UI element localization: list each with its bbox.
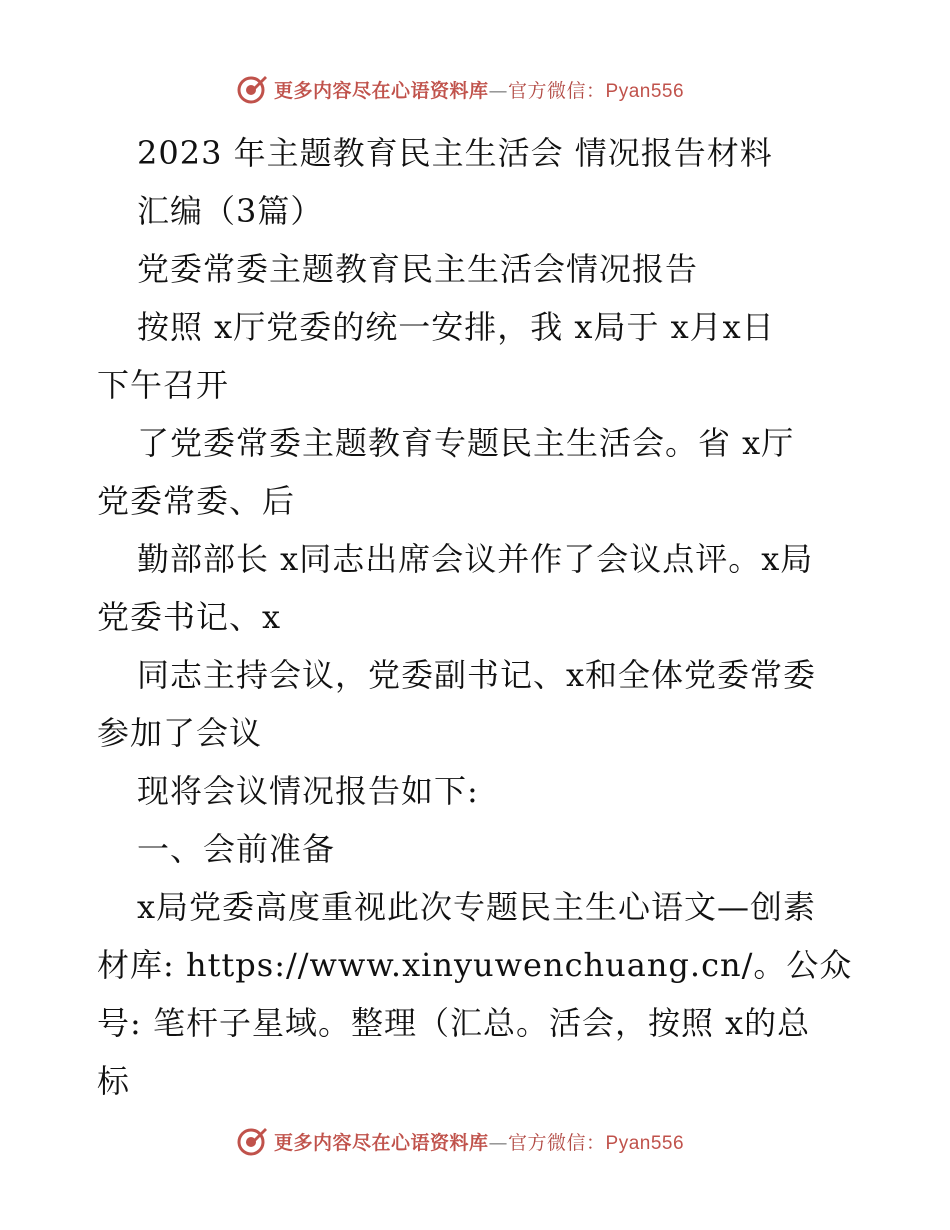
banner-text (274, 76, 684, 103)
paragraph-line: 下午召开 (97, 366, 230, 404)
document-body (97, 124, 857, 1110)
banner-dash: — (488, 79, 509, 102)
quill-logo-icon (236, 73, 268, 105)
paragraph-line: 号: 笔杆子星域。整理（汇总。活会，按照 x的总 (97, 1004, 811, 1042)
banner-dash: — (488, 1131, 509, 1154)
paragraph-line: 按照 x厅党委的统一安排，我 x局于 x月x日 (137, 308, 775, 346)
banner-account: Pyan556 (605, 1132, 685, 1154)
banner-brand: 更多内容尽在心语资料库 (274, 79, 489, 102)
header-watermark-banner (236, 72, 736, 106)
paragraph-line: 标 (97, 1062, 131, 1100)
paragraph-line: 党委书记、x (97, 598, 282, 636)
banner-account: Pyan556 (605, 80, 685, 102)
document-title-continued: 汇编（3篇） (137, 192, 324, 230)
section-heading: 党委常委主题教育民主生活会情况报告 (137, 250, 699, 288)
paragraph-line: 同志主持会议，党委副书记、x和全体党委常委 (137, 656, 817, 694)
quill-logo-icon (236, 1125, 268, 1157)
banner-text (274, 1128, 684, 1155)
paragraph-line: 材库: https://www.xinyuwenchuang.cn/。公众 (97, 946, 853, 984)
banner-wechat-label: 官方微信： (508, 79, 606, 102)
document-title: 2023 年主题教育民主生活会 情况报告材料 (137, 134, 773, 172)
footer-watermark-banner (236, 1124, 736, 1158)
paragraph-line: 勤部部长 x同志出席会议并作了会议点评。x局 (137, 540, 814, 578)
banner-brand: 更多内容尽在心语资料库 (274, 1131, 489, 1154)
paragraph-line: 参加了会议 (97, 714, 263, 752)
paragraph-line: 现将会议情况报告如下: (137, 772, 479, 810)
banner-wechat-label: 官方微信： (508, 1131, 606, 1154)
paragraph-line: 党委常委、后 (97, 482, 296, 520)
paragraph-line: 了党委常委主题教育专题民主生活会。省 x厅 (137, 424, 795, 462)
subsection-heading: 一、会前准备 (137, 830, 336, 868)
paragraph-line: x局党委高度重视此次专题民主生心语文—创素 (137, 888, 817, 926)
